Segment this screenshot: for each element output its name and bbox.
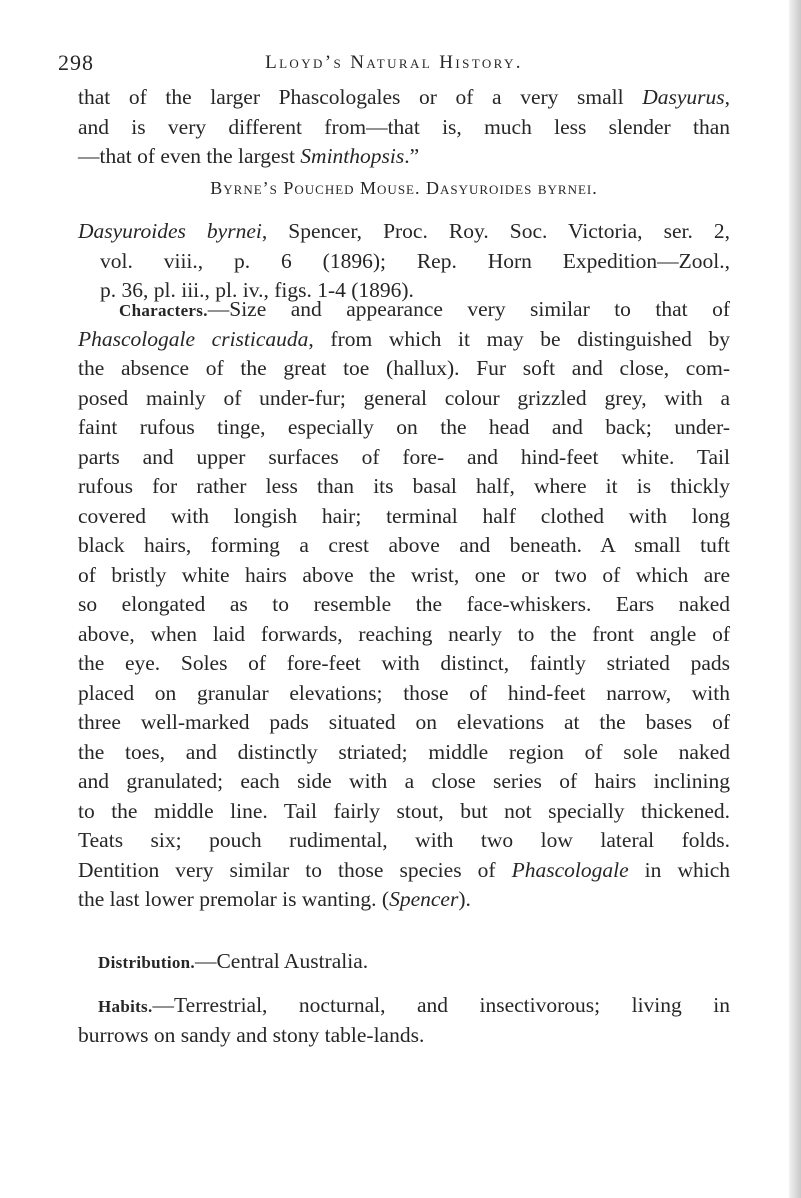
text-line: placed on granular elevations; those of hind-feet narrow, with [78, 680, 730, 705]
text-line: above, when laid forwards, reaching nearly to the front angle of [78, 621, 730, 646]
text-line: posed mainly of under-fur; general colour grizzled grey, with a [78, 385, 730, 410]
text-line: Dentition very similar to those species of Phascologale in which [78, 857, 730, 882]
text-line: to the middle line. Tail fairly stout, but not specially thickened. [78, 798, 730, 823]
text-line: rufous for rather less than its basal half, where it is thickly [78, 474, 730, 498]
text-line: of bristly white hairs above the wrist, one or two of which are [78, 562, 730, 587]
synonymy-block [78, 217, 730, 306]
text-line: parts and upper surfaces of fore- and hind-feet white. Tail [78, 444, 730, 469]
distribution-label: Distribution. [98, 953, 195, 972]
text-line: and is very different from—that is, much less slender than [78, 114, 730, 139]
characters-paragraph [78, 295, 730, 915]
text-line: vol. viii., p. 6 (1896); Rep. Horn Expedition—Zool., [100, 248, 730, 273]
text-line: Teats six; pouch rudimental, with two low lateral folds. [78, 828, 730, 852]
continuation-paragraph [78, 83, 730, 172]
text-line: the absence of the great toe (hallux). Fur soft and close, com- [78, 356, 730, 380]
text-line: and granulated; each side with a close series of hairs inclining [78, 769, 730, 793]
text-line: burrows on sandy and stony table-lands. [78, 1022, 425, 1047]
text-line: faint rufous tinge, especially on the head and back; under- [78, 415, 730, 439]
text-line: the last lower premolar is wanting. (Spencer). [78, 887, 471, 911]
text-line: —that of even the largest Sminthopsis.” [78, 144, 420, 168]
text-line: Phascologale cristicauda, from which it may be distinguished by [78, 326, 731, 351]
text-line: so elongated as to resemble the face-whiskers. Ears naked [78, 592, 730, 616]
text-line: Distribution.—Central Australia. [98, 949, 369, 973]
text-line: the eye. Soles of fore-feet with distinct, faintly striated pads [78, 651, 730, 675]
page-number: 298 [58, 50, 94, 75]
text-line: p. 36, pl. iii., pl. iv., figs. 1-4 (1896). [100, 278, 414, 302]
text-line: Characters.—Size and appearance very similar to that of [119, 297, 730, 321]
page-edge-shadow [789, 0, 801, 1198]
page-header [58, 50, 730, 78]
habits-paragraph [78, 991, 730, 1050]
text-line: that of the larger Phascologales or of a very small Dasyurus, [78, 85, 730, 109]
text-line: Dasyuroides byrnei, Spencer, Proc. Roy. Soc. Victoria, ser. 2, [78, 219, 730, 243]
distribution-paragraph [78, 947, 730, 977]
species-heading: Byrne’s Pouched Mouse. Dasyuroides byrnei. [210, 178, 598, 198]
running-head: Lloyd’s Natural History. [265, 52, 523, 73]
text-line: three well-marked pads situated on elevations at the bases of [78, 710, 730, 734]
habits-label: Habits. [98, 997, 153, 1016]
text-line: covered with longish hair; terminal half clothed with long [78, 503, 730, 528]
text-line: black hairs, forming a crest above and beneath. A small tuft [78, 533, 730, 557]
characters-label: Characters. [119, 301, 208, 320]
text-line: the toes, and distinctly striated; middle region of sole naked [78, 739, 730, 764]
text-line: Habits.—Terrestrial, nocturnal, and insectivorous; living in [98, 993, 730, 1017]
